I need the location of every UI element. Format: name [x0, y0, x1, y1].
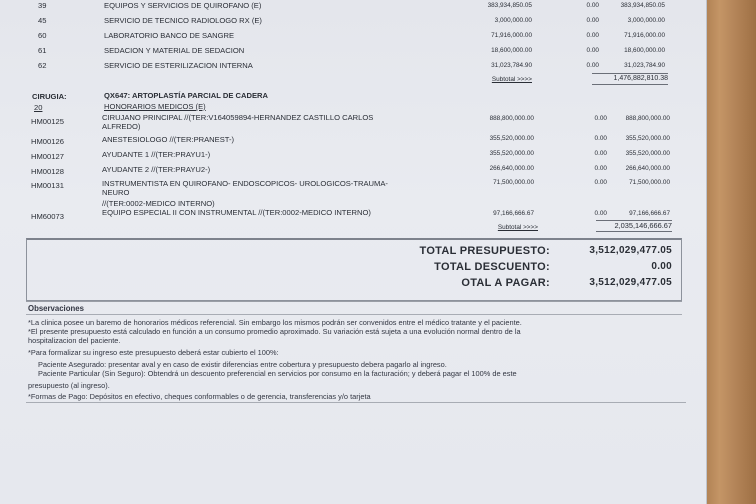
row-amount: 888,800,000.00	[489, 115, 534, 122]
row-amount: 18,600,000.00	[491, 47, 532, 54]
row-code: 45	[38, 16, 47, 25]
row-description-cont: //(TER:0002-MEDICO INTERNO)	[102, 199, 215, 208]
row-amount: 31,023,784.90	[491, 62, 532, 69]
row-description: EQUIPO ESPECIAL II CON INSTRUMENTAL //(TER:0002-MEDICO INTERNO)	[102, 208, 371, 217]
row-description: AYUDANTE 1 //(TER:PRAYU1-)	[102, 150, 211, 159]
row-total: 888,800,000.00	[625, 115, 670, 122]
cirugia-label: CIRUGIA:	[32, 92, 67, 101]
observation-line: Paciente Particular (Sin Seguro): Obtendrá un descuento preferencial en servicios por consumo en la facturación; y deberá pagar el 100% de este	[38, 369, 517, 378]
row-description: AYUDANTE 2 //(TER:PRAYU2-)	[102, 165, 211, 174]
row-discount: 0.00	[586, 2, 599, 9]
subtotal-rule	[592, 73, 668, 74]
surgery-title: QX647: ARTOPLASTÍA PARCIAL DE CADERA	[104, 91, 268, 100]
row-description: INSTRUMENTISTA EN QUIROFANO- ENDOSCOPICOS- UROLOGICOS-TRAUMA-	[102, 179, 388, 188]
observation-line: hospitalizacion del paciente.	[28, 336, 121, 345]
observations-divider	[26, 301, 682, 302]
total-discount-value: 0.00	[651, 261, 672, 272]
observation-line: presupuesto (al ingreso).	[28, 381, 110, 390]
row-discount: 0.00	[586, 17, 599, 24]
observations-title: Observaciones	[28, 304, 84, 313]
row-code: HM00131	[31, 181, 64, 190]
row-description: EQUIPOS Y SERVICIOS DE QUIROFANO (E)	[104, 1, 262, 10]
row-discount: 0.00	[586, 62, 599, 69]
row-total: 18,600,000.00	[624, 47, 665, 54]
row-discount: 0.00	[594, 179, 607, 186]
row-amount: 355,520,000.00	[489, 135, 534, 142]
total-budget-value: 3,512,029,477.05	[589, 245, 672, 256]
row-total: 97,166,666.67	[629, 210, 670, 217]
row-amount: 266,640,000.00	[489, 165, 534, 172]
row-discount: 0.00	[594, 165, 607, 172]
subtotal-value: 1,476,882,810.38	[613, 75, 668, 82]
subtotal-value: 2,035,146,666.67	[614, 221, 672, 230]
row-total: 71,916,000.00	[624, 32, 665, 39]
row-description: SERVICIO DE TECNICO RADIOLOGO RX (E)	[104, 16, 262, 25]
observation-line: *La clinica posee un baremo de honorarios médicos referencial. Sin embargo los mismos podrán ser convenidos entre el médico tratante y el paciente.	[28, 318, 522, 327]
observations-bottom-rule	[26, 402, 686, 403]
row-discount: 0.00	[594, 135, 607, 142]
subtotal-label: Subtotal >>>>	[497, 224, 538, 231]
observation-line: *El presente presupuesto está calculado en función a un consumo promedio aproximado. Su variación está sujeta a una evolución normal dentro de la	[28, 327, 521, 336]
row-amount: 355,520,000.00	[489, 150, 534, 157]
row-description: SERVICIO DE ESTERILIZACION INTERNA	[104, 61, 253, 70]
row-code: HM00126	[31, 137, 64, 146]
row-code: HM00128	[31, 167, 64, 176]
row-amount: 383,934,850.05	[487, 2, 532, 9]
row-description: LABORATORIO BANCO DE SANGRE	[104, 31, 235, 40]
group-label: HONORARIOS MEDICOS (E)	[104, 102, 206, 111]
row-code: 61	[38, 46, 47, 55]
row-discount: 0.00	[594, 210, 607, 217]
observation-line: Paciente Asegurado: presentar aval y en caso de existir diferencias entre cobertura y presupuesto debera pagarlo al ingreso.	[38, 360, 447, 369]
subtotal-underline	[592, 84, 668, 85]
row-code: HM60073	[31, 212, 64, 221]
row-description: SEDACION Y MATERIAL DE SEDACION	[104, 46, 245, 55]
wooden-surface-background	[700, 0, 756, 504]
row-total: 355,520,000.00	[625, 150, 670, 157]
row-amount: 3,000,000.00	[494, 17, 532, 24]
row-total: 3,000,000.00	[627, 17, 665, 24]
row-description-cont: NEURO	[102, 188, 130, 197]
row-code: HM00127	[31, 152, 64, 161]
row-discount: 0.00	[586, 47, 599, 54]
total-discount-label: TOTAL DESCUENTO:	[434, 261, 550, 273]
row-total: 355,520,000.00	[625, 135, 670, 142]
subtotal-underline	[596, 231, 672, 232]
row-discount: 0.00	[594, 150, 607, 157]
row-discount: 0.00	[586, 32, 599, 39]
row-total: 31,023,784.90	[624, 62, 665, 69]
observation-line: *Para formalizar su ingreso este presupuesto deberá estar cubierto el 100%:	[28, 348, 279, 357]
row-amount: 71,916,000.00	[491, 32, 532, 39]
row-amount: 97,166,666.67	[493, 210, 534, 217]
row-discount: 0.00	[594, 115, 607, 122]
observation-line: *Formas de Pago: Depósitos en efectivo, cheques conformables o de gerencia, transferencias y/o tarjeta	[28, 392, 371, 401]
total-budget-label: TOTAL PRESUPUESTO:	[419, 245, 550, 257]
subtotal-label: Subtotal >>>>	[491, 76, 532, 83]
row-code: 62	[38, 61, 47, 70]
row-total: 383,934,850.05	[620, 2, 665, 9]
row-description-cont: ALFREDO)	[102, 122, 141, 131]
observations-divider	[26, 314, 682, 315]
row-code: 39	[38, 1, 47, 10]
row-total: 266,640,000.00	[625, 165, 670, 172]
row-total: 71,500,000.00	[629, 179, 670, 186]
total-to-pay-label: OTAL A PAGAR:	[461, 277, 550, 289]
total-to-pay-value: 3,512,029,477.05	[589, 277, 672, 288]
row-amount: 71,500,000.00	[493, 179, 534, 186]
row-code: HM00125	[31, 117, 64, 126]
group-code: 20	[34, 103, 43, 112]
row-description: ANESTESIOLOGO //(TER:PRANEST-)	[102, 135, 235, 144]
row-code: 60	[38, 31, 47, 40]
row-description: CIRUJANO PRINCIPAL //(TER:V164059894-HERNANDEZ CASTILLO CARLOS	[102, 113, 374, 122]
